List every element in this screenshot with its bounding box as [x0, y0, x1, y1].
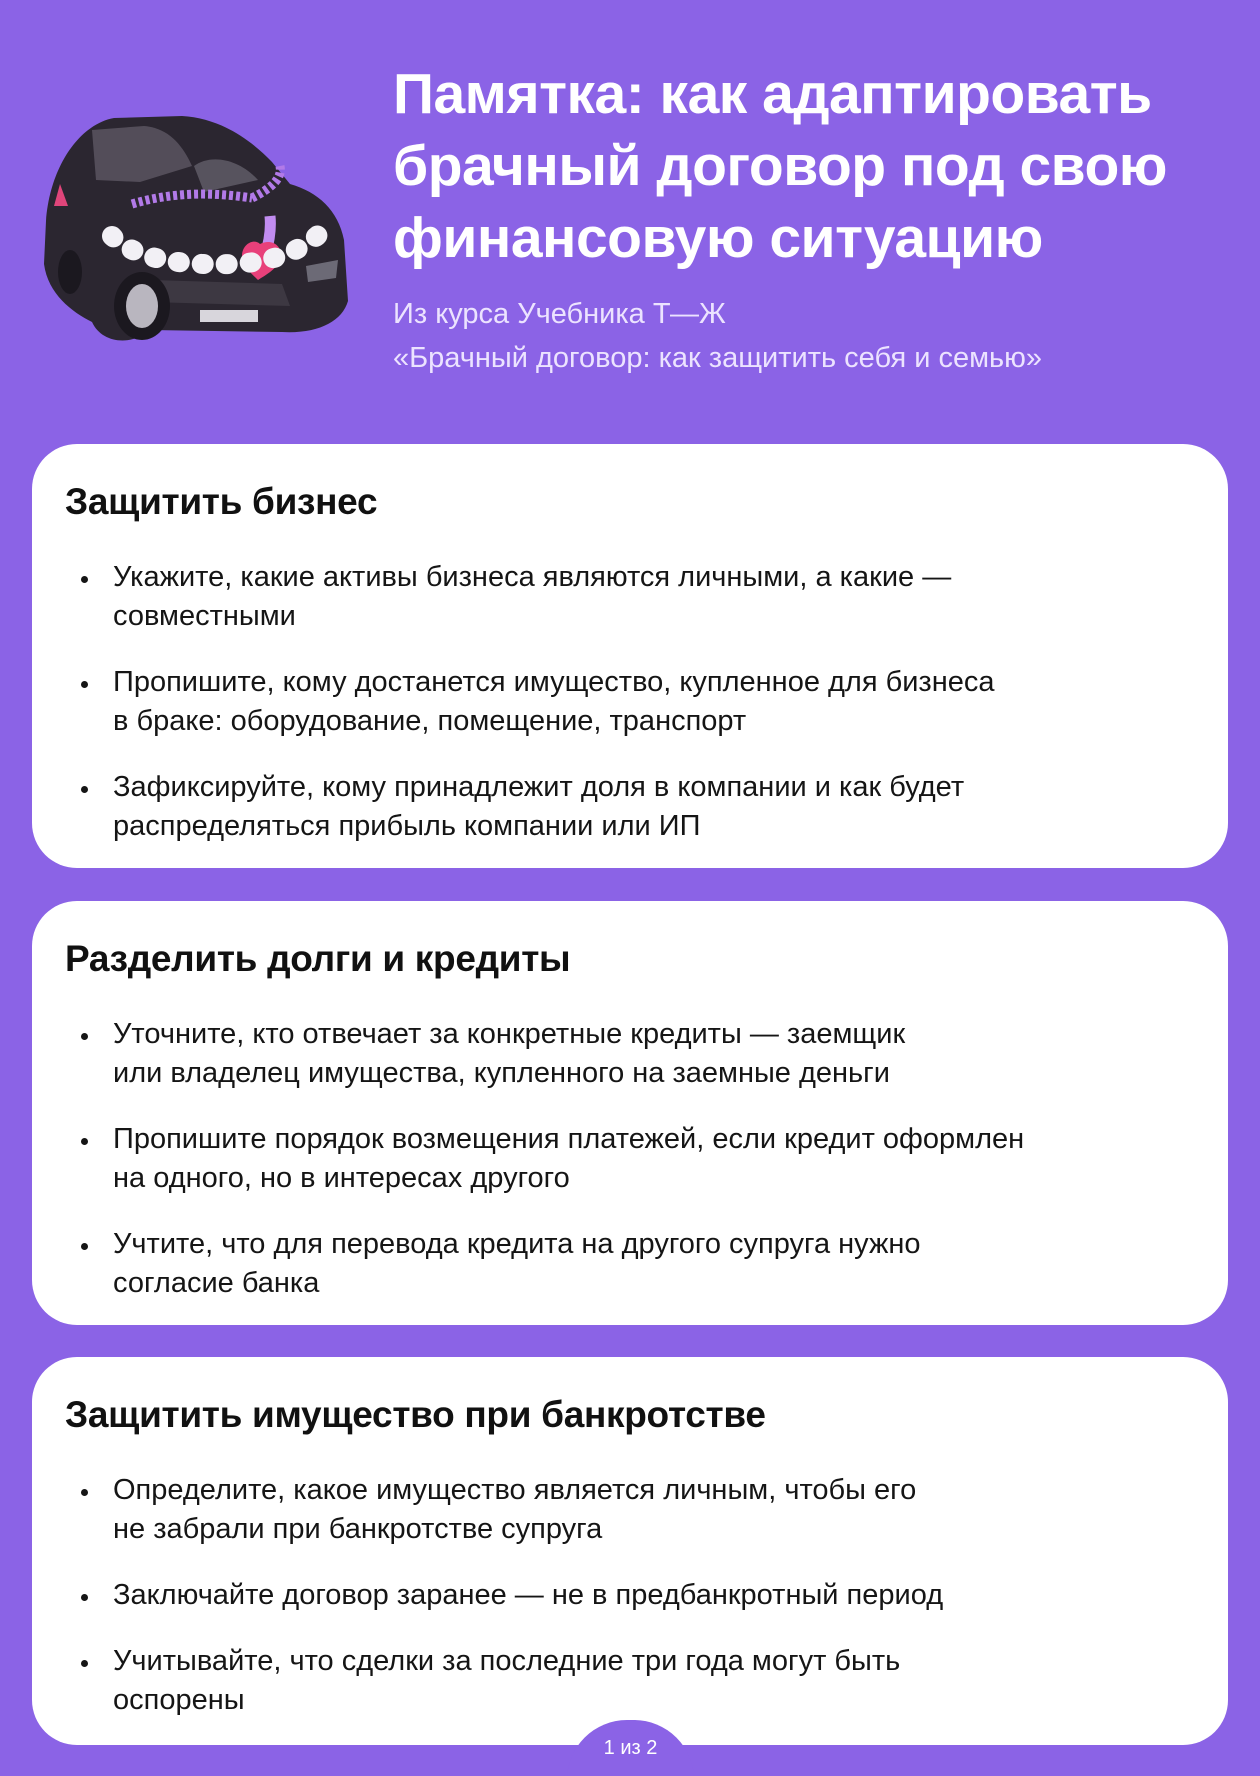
section-card-debts [32, 901, 1228, 1325]
title-line: Памятка: как адаптировать [393, 62, 1152, 126]
list-item [65, 1015, 1228, 1093]
subtitle-line: Из курса Учебника Т—Ж [393, 298, 726, 330]
page-indicator: 1 из 2 [567, 1720, 694, 1776]
subtitle-line: «Брачный договор: как защитить себя и семью» [393, 342, 1043, 374]
bullet-list [65, 1015, 1228, 1303]
list-item-line: Учтите, что для перевода кредита на другого супруга нужно [113, 1228, 921, 1260]
list-item-line: Заключайте договор заранее — не в предбанкротный период [113, 1579, 944, 1611]
list-item-line: Укажите, какие активы бизнеса являются личными, а какие — [113, 561, 952, 593]
list-item-line: на одного, но в интересах другого [113, 1162, 570, 1194]
section-title: Защитить бизнес [65, 481, 378, 522]
list-item-line: Зафиксируйте, кому принадлежит доля в компании и как будет [113, 771, 965, 803]
bullet-list [65, 1471, 1228, 1720]
list-item [65, 1471, 1228, 1549]
section-title: Разделить долги и кредиты [65, 938, 571, 979]
list-item-line: или владелец имущества, купленного на заемные деньги [113, 1057, 890, 1089]
list-item [65, 1225, 1228, 1303]
list-item-line: не забрали при банкротстве супруга [113, 1513, 603, 1545]
list-item-line: Пропишите, кому достанется имущество, купленное для бизнеса [113, 666, 995, 698]
section-card-bankruptcy [32, 1357, 1228, 1745]
list-item [65, 663, 1228, 741]
list-item [65, 1642, 1228, 1720]
list-item-line: оспорены [113, 1684, 245, 1716]
list-item [65, 1576, 1228, 1615]
list-item [65, 1120, 1228, 1198]
page-title [393, 58, 1233, 274]
header [0, 0, 1260, 420]
list-item-line: в браке: оборудование, помещение, транспорт [113, 705, 747, 737]
section-title: Защитить имущество при банкротстве [65, 1394, 766, 1435]
list-item [65, 768, 1228, 846]
title-line: брачный договор под свою [393, 134, 1167, 198]
list-item-line: Учитывайте, что сделки за последние три года могут быть [113, 1645, 901, 1677]
list-item-line: согласие банка [113, 1267, 320, 1299]
list-item-line: Определите, какое имущество является личным, чтобы его [113, 1474, 917, 1506]
list-item-line: Пропишите порядок возмещения платежей, если кредит оформлен [113, 1123, 1025, 1155]
list-item [65, 558, 1228, 636]
title-line: финансовую ситуацию [393, 206, 1043, 270]
course-subtitle [393, 292, 1233, 380]
bullet-list [65, 558, 1228, 846]
list-item-line: совместными [113, 600, 296, 632]
list-item-line: Уточните, кто отвечает за конкретные кредиты — заемщик [113, 1018, 906, 1050]
list-item-line: распределяться прибыль компании или ИП [113, 810, 701, 842]
wedding-car-illustration [32, 96, 360, 352]
section-card-business [32, 444, 1228, 868]
